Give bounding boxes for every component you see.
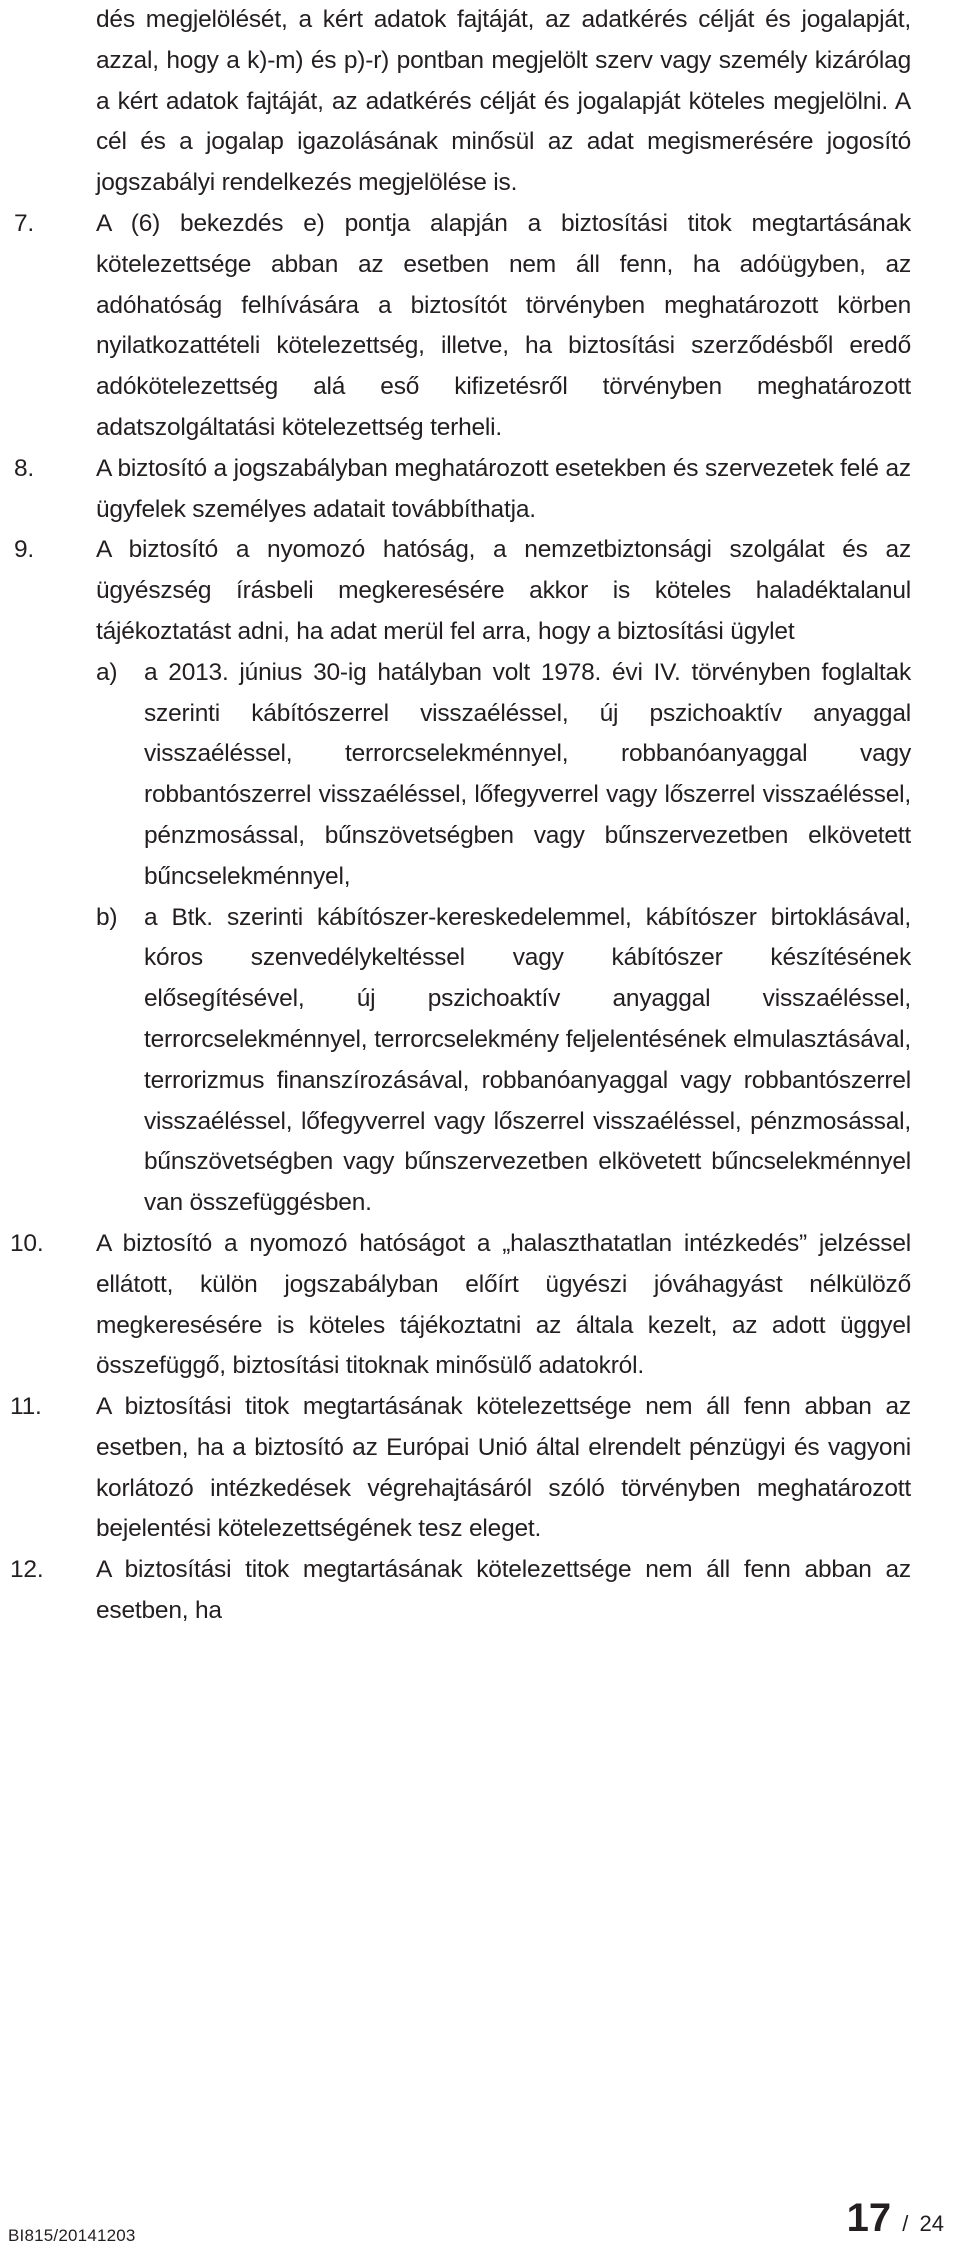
item-number: 7. [14,209,35,237]
list-item-7 [14,204,911,449]
list-item-9 [14,530,911,1224]
sub-item-label: b) [96,903,118,931]
list-item-12 [10,1550,911,1632]
document-code: BI815/20141203 [8,2226,136,2245]
page-number [847,2196,944,2241]
item-text: A biztosító a nyomozó hatóság, a nemzetbiztonsági szolgálat és az ügyészség írásbeli megkeresésére akkor is köteles haladéktalanul tájékoztatást adni, ha adat merül fel arra, hogy a biztosítási ügylet [96,536,911,645]
continuation-paragraph: dés megjelölését, a kért adatok fajtáját, az adatkérés célját és jogalapját, azzal, hogy a k)-m) és p)-r) pontban megjelölt szerv vagy személy kizárólag a kért adatok fajtáját, az adatkérés célját és jogalapját köteles megjelölni. A cél és a jogalap igazolásának minősül az adat megismerésére jogosító jogszabályi rendelkezés megjelölése is. [96,6,911,197]
item-number: 11. [10,1393,42,1421]
sub-item-text: a 2013. június 30-ig hatályban volt 1978. évi IV. törvényben foglaltak szerinti kábítószerrel visszaéléssel, új pszichoaktív anyaggal visszaéléssel, terrorcselekménnyel, robbanóanyaggal vagy robbantószerrel visszaéléssel, lőfegyverrel vagy lőszerrel visszaéléssel, pénzmosással, bűnszövetségben vagy bűnszervezetben elkövetett bűncselekménnyel, [144,658,911,890]
list-item-8 [14,449,911,531]
current-page: 17 [846,2196,892,2240]
list-item-10 [10,1224,911,1387]
sub-item-text: a Btk. szerinti kábítószer-kereskedelemmel, kábítószer birtoklásával, kóros szenvedélykeltéssel vagy kábítószer készítésének elősegítésével, új pszichoaktív anyaggal visszaéléssel, terrorcselekménnyel, terrorcselekmény feljelentésének elmulasztásával, terrorizmus finanszírozásával, robbanóanyaggal vagy robbantószerrel visszaéléssel, lőfegyverrel vagy lőszerrel visszaéléssel, pénzmosással, bűnszövetségben vagy bűnszervezetben elkövetett bűncselekménnyel van összefüggésben. [144,903,911,1217]
item-number: 10. [10,1229,44,1257]
list-item-11 [10,1387,911,1550]
total-pages: 24 [919,2211,944,2236]
page-separator: / [902,2211,909,2236]
item-text: A (6) bekezdés e) pontja alapján a biztosítási titok megtartásának kötelezettsége abban az esetben nem áll fenn, ha adóügyben, az adóhatóság felhívására a biztosítót törvényben meghatározott körben nyilatkozattételi kötelezettség, illetve, ha biztosítási szerződésből eredő adókötelezettség alá eső kifizetésről törvényben meghatározott adatszolgáltatási kötelezettség terheli. [96,209,911,441]
item-number: 8. [14,454,35,482]
text-column [10,0,911,1632]
sub-item-a [96,653,911,898]
item-text: A biztosító a nyomozó hatóságot a „halaszthatatlan intézkedés” jelzéssel ellátott, külön jogszabályban előírt ügyészi jóváhagyást nélkülöző megkeresésére is köteles tájékoztatni az általa kezelt, az adott üggyel összefüggő, biztosítási titoknak minősülő adatokról. [96,1229,911,1380]
page-footer [0,2190,960,2250]
item-text: A biztosítási titok megtartásának kötelezettsége nem áll fenn abban az esetben, ha a biztosító az Európai Unió által elrendelt pénzügyi és vagyoni korlátozó intézkedések végrehajtásáról szóló törvényben meghatározott bejelentési kötelezettségének tesz eleget. [96,1393,911,1543]
sub-item-label: a) [96,658,118,686]
item-number: 12. [10,1556,44,1584]
item-text: A biztosító a jogszabályban meghatározott esetekben és szervezetek felé az ügyfelek személyes adatait továbbíthatja. [96,454,911,523]
sub-item-b [96,898,911,1224]
item-number: 9. [14,536,35,564]
item-text: A biztosítási titok megtartásának kötelezettsége nem áll fenn abban az esetben, ha [96,1556,911,1625]
